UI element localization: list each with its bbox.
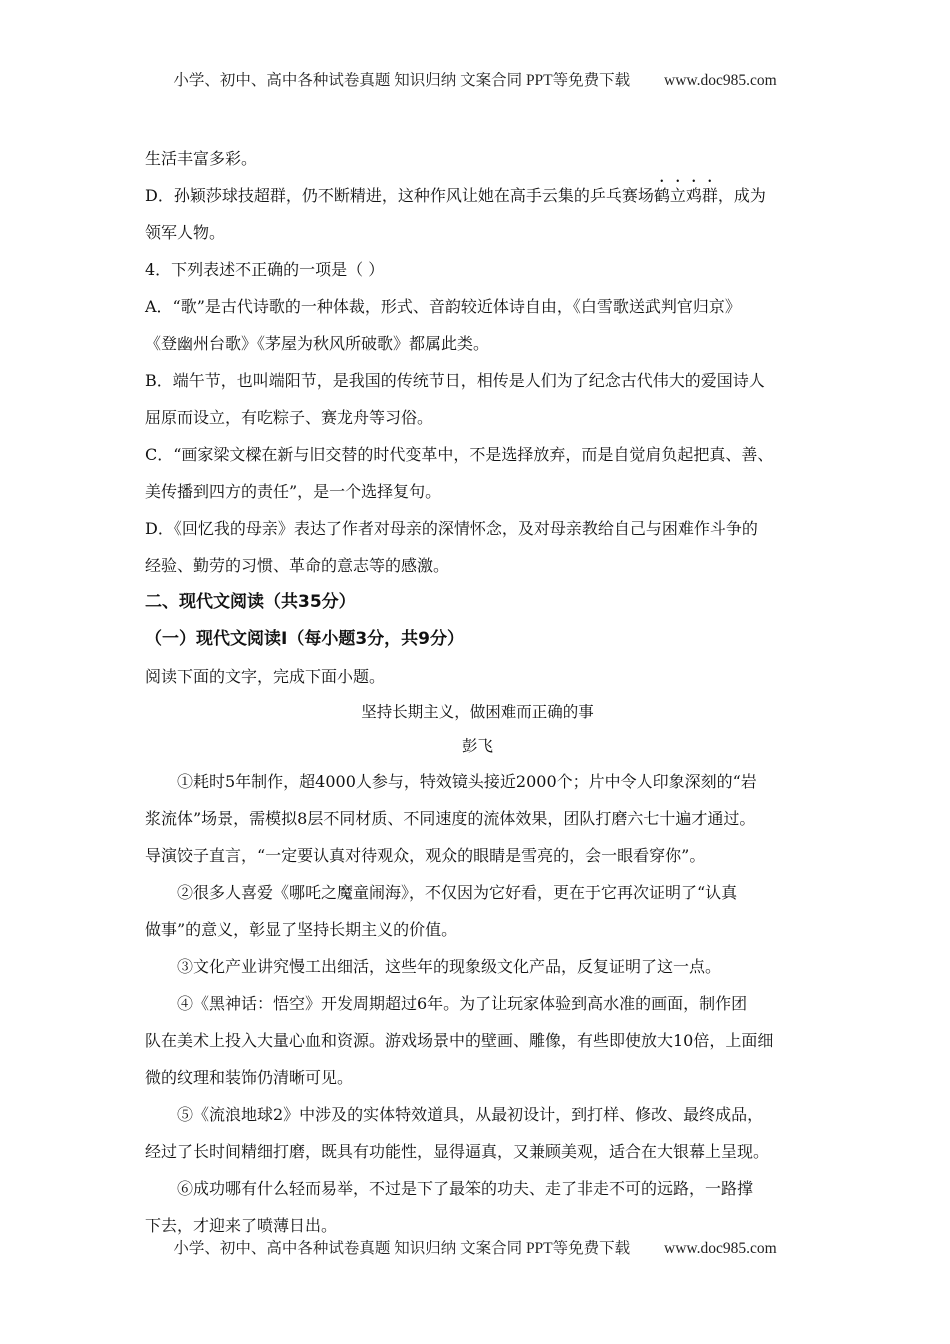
paragraph-4-line: ④《黑神话：悟空》开发周期超过6年。为了让玩家体验到高水准的画面，制作团 bbox=[177, 994, 748, 1013]
page-header bbox=[0, 68, 950, 90]
paragraph-6-line: 下去，才迎来了喷薄日出。 bbox=[145, 1216, 338, 1235]
paragraph-1-line: 浆流体”场景，需模拟8层不同材质、不同速度的流体效果，团队打磨六七十遍才通过。 bbox=[145, 809, 756, 828]
footer-site-link[interactable]: www.doc985.com bbox=[664, 1240, 777, 1257]
option-d-line-1: D．《回忆我的母亲》表达了作者对母亲的深情怀念，及对母亲教给自己与困难作斗争的 bbox=[145, 519, 758, 538]
option-d-line bbox=[145, 177, 810, 214]
option-a-line-1: A．“歌”是古代诗歌的一种体裁，形式、音韵较近体诗自由，《白雪歌送武判官归京》 bbox=[145, 297, 741, 316]
paragraph-4-line: 队在美术上投入大量心血和资源。游戏场景中的壁画、雕像，有些即使放大10倍，上面细 bbox=[145, 1031, 774, 1050]
section-title: 二、现代文阅读（共35分） bbox=[145, 592, 356, 612]
paragraph-5-line: ⑤《流浪地球2》中涉及的实体特效道具，从最初设计，到打样、修改、最终成品， bbox=[177, 1105, 764, 1124]
text-line: 领军人物。 bbox=[145, 223, 226, 242]
paragraph-3-line: ③文化产业讲究慢工出细活，这些年的现象级文化产品，反复证明了这一点。 bbox=[177, 957, 722, 976]
document-body bbox=[145, 140, 810, 1244]
option-a-line-2: 《登幽州台歌》《茅屋为秋风所破歌》都属此类。 bbox=[145, 334, 490, 353]
subsection-title: （一）现代文阅读Ⅰ（每小题3分，共9分） bbox=[145, 629, 464, 649]
option-c-line-1: C．“画家梁文樑在新与旧交替的时代变革中，不是选择放弃，而是自觉肩负起把真、善、 bbox=[145, 445, 774, 464]
paragraph-4-line: 微的纹理和装饰仍清晰可见。 bbox=[145, 1068, 354, 1087]
emphasized-idiom: 鹤立鸡群 bbox=[653, 186, 718, 205]
article-title: 坚持长期主义，做困难而正确的事 bbox=[361, 703, 594, 721]
option-c-line-2: 美传播到四方的责任”，是一个选择复句。 bbox=[145, 482, 442, 501]
paragraph-1-line: 导演饺子直言，“一定要认真对待观众，观众的眼睛是雪亮的，会一眼看穿你”。 bbox=[145, 846, 706, 865]
page-footer bbox=[0, 1236, 950, 1258]
paragraph-2-line: 做事”的意义，彰显了坚持长期主义的价值。 bbox=[145, 920, 458, 939]
header-text: 小学、初中、高中各种试卷真题 知识归纳 文案合同 PPT等免费下载 bbox=[173, 72, 631, 89]
text-line: 生活丰富多彩。 bbox=[145, 149, 258, 168]
footer-text: 小学、初中、高中各种试卷真题 知识归纳 文案合同 PPT等免费下载 bbox=[173, 1240, 631, 1257]
paragraph-2-line: ②很多人喜爱《哪吒之魔童闹海》，不仅因为它好看，更在于它再次证明了“认真 bbox=[177, 883, 738, 902]
reading-instruction: 阅读下面的文字，完成下面小题。 bbox=[145, 667, 386, 686]
option-d-text-end: ，成为 bbox=[717, 186, 766, 205]
header-site-link[interactable]: www.doc985.com bbox=[664, 72, 777, 89]
option-d-line-2: 经验、勤劳的习惯、革命的意志等的感激。 bbox=[145, 556, 450, 575]
article-body bbox=[145, 763, 810, 1244]
option-b-line-2: 屈原而设立，有吃粽子、赛龙舟等习俗。 bbox=[145, 408, 434, 427]
paragraph-5-line: 经过了长时间精细打磨，既具有功能性，显得逼真，又兼顾美观，适合在大银幕上呈现。 bbox=[145, 1142, 770, 1161]
paragraph-6-line: ⑥成功哪有什么轻而易举，不过是下了最笨的功夫、走了非走不可的远路，一路撑 bbox=[177, 1179, 754, 1198]
option-d-text: D．孙颖莎球技超群，仍不断精进，这种作风让她在高手云集的乒乓赛场 bbox=[145, 186, 654, 205]
question-4: 4．下列表述不正确的一项是（ ） bbox=[145, 260, 385, 279]
option-b-line-1: B．端午节，也叫端阳节，是我国的传统节日，相传是人们为了纪念古代伟大的爱国诗人 bbox=[145, 371, 765, 390]
paragraph-1-line: ①耗时5年制作，超4000人参与，特效镜头接近2000个；片中令人印象深刻的“岩 bbox=[177, 772, 757, 791]
article-author: 彭飞 bbox=[461, 737, 493, 755]
